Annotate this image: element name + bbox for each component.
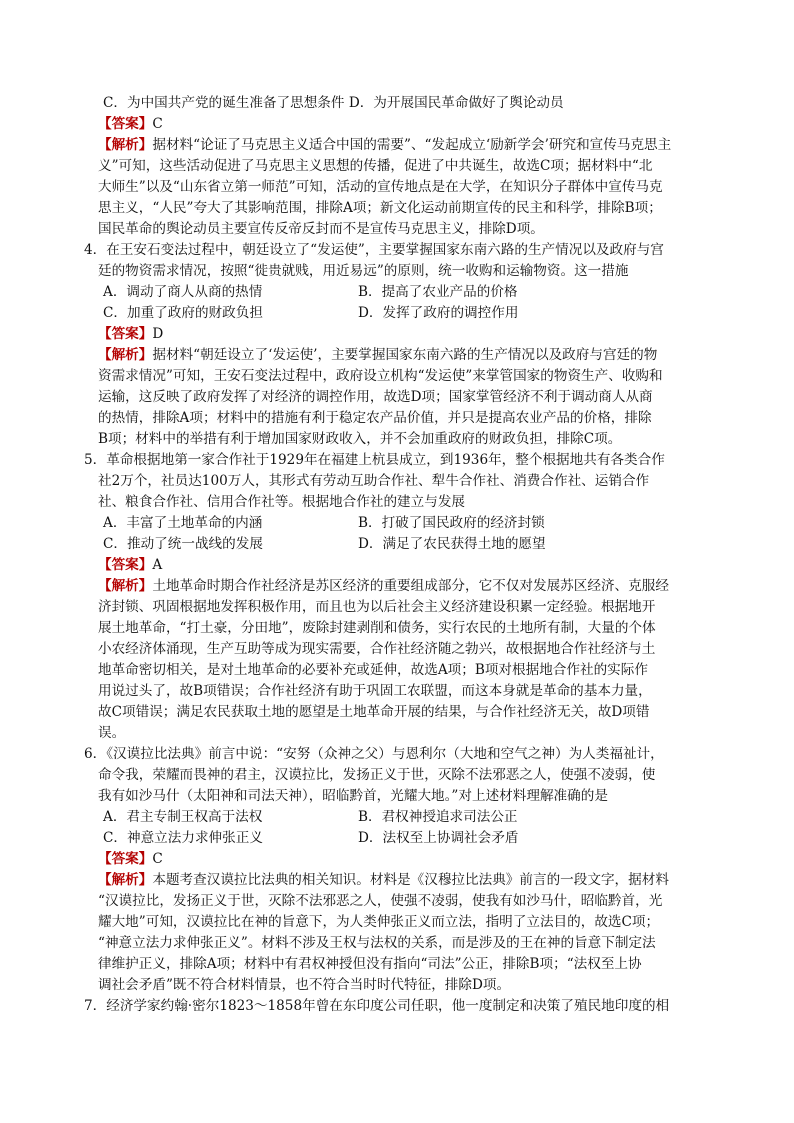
q5-analysis-line-4: 小农经济体涌现，生产互助等成为现实需要，合作社经济随之勃兴，故根据地合作社经济与土 [98,641,656,657]
q5-option-c: C．推动了统一战线的发展 [103,536,263,552]
q5-analysis-line-5: 地革命密切相关，是对土地革命的必要补充或延伸，故选A项；B项对根据地合作社的实际作 [98,662,648,678]
q6-answer [98,849,163,870]
q3-analysis-line-3: 大师生”以及“山东省立第一师范”可知，活动的宣传地点是在大学，在知识分子群体中宣传马克 [98,179,663,195]
answer-tag: 【答案】 [98,557,153,573]
q7-stem-line-1: 7．经济学家约翰·密尔1823～1858年曾在东印度公司任职，他一度制定和决策了殖民地印度的相 [84,998,670,1014]
q3-analysis-line-1: 【解析】据材料“论证了马克思主义适合中国的需要”、“发起成立‘励新学会’研究和宣传马克思主 [98,137,672,153]
q6-answer-value: C [152,851,163,867]
q5-option-a: A．丰富了土地革命的内涵 [103,515,263,531]
q4-option-a: A．调动了商人从商的热情 [103,284,263,300]
q4-option-d: D．发挥了政府的调控作用 [358,305,519,321]
q6-stem-line-2: 命令我，荣耀而畏神的君主，汉谟拉比，发扬正义于世，灭除不法邪恶之人，使强不凌弱，使 [98,767,656,783]
q6-option-b: B．君权神授追求司法公正 [358,809,518,825]
q3-analysis-line-5: 国民革命的舆论动员主要宣传反帝反封而不是宣传马克思主义，排除D项。 [98,221,544,237]
answer-tag: 【答案】 [98,116,153,132]
q4-analysis-line-3: 运输，这反映了政府发挥了对经济的调控作用，故选D项；国家掌管经济不利于调动商人从商 [98,389,653,405]
q4-stem-line-2: 廷的物资需求情况，按照“徙贵就贱，用近易远”的原则，统一收购和运输物资。这一措施 [98,263,629,279]
q5-analysis-line-2: 济封锁、巩固根据地发挥积极作用，而且也为以后社会主义经济建设积累一定经验。根据地开 [98,599,656,615]
q6-stem-line-3: 我有如沙马什（太阳神和司法天神），昭临黔首，光耀大地。”对上述材料理解准确的是 [98,788,608,804]
q3-answer [98,114,163,135]
q5-stem-line-2: 社2万个，社员达100万人，其形式有劳动互助合作社、犁牛合作社、消费合作社、运销合作 [98,473,650,489]
answer-tag: 【答案】 [98,326,153,342]
q6-option-a: A．君主专制王权高于法权 [103,809,263,825]
q6-analysis-line-4: “神意立法力求伸张正义”。材料不涉及王权与法权的关系，而是涉及的王在神的旨意下制定法 [98,935,656,951]
q5-stem-line-1: 5．革命根据地第一家合作社于1929年在福建上杭县成立，到1936年，整个根据地共有各类合作 [84,452,665,468]
analysis-tag: 【解析】 [98,347,153,363]
q5-analysis-line-8: 误。 [98,725,126,741]
q6-analysis-line-2: “汉谟拉比，发扬正义于世，灭除不法邪恶之人，使强不凌弱，使我有如沙马什，昭临黔首，光 [98,893,663,909]
analysis-tag: 【解析】 [98,137,153,153]
q4-analysis-line-2: 资需求情况”可知，王安石变法过程中，政府设立机构“发运使”来掌管国家的物资生产、收购和 [98,368,663,384]
q5-answer-value: A [152,557,163,573]
answer-tag: 【答案】 [98,851,153,867]
q4-analysis-line-4: 的热情，排除A项；材料中的措施有利于稳定农产品价值，并只是提高农业产品的价格，排除 [98,410,652,426]
q5-option-b: B．打破了国民政府的经济封锁 [358,515,545,531]
q4-stem-line-1: 4．在王安石变法过程中，朝廷设立了“发运使”，主要掌握国家东南六路的生产情况以及政府与宫 [84,242,664,258]
q3-answer-value: C [152,116,163,132]
q6-analysis-line-3: 耀大地”可知，汉谟拉比在神的旨意下，为人类伸张正义而立法，指明了立法目的，故选C项； [98,914,660,930]
q4-answer [98,324,163,345]
q3-options-line: C．为中国共产党的诞生准备了思想条件 D．为开展国民革命做好了舆论动员 [103,95,564,111]
q4-analysis-line-5: B项；材料中的举措有利于增加国家财政收入，并不会加重政府的财政负担，排除C项。 [98,431,622,447]
q5-option-d: D．满足了农民获得土地的愿望 [358,536,546,552]
q4-option-c: C．加重了政府的财政负担 [103,305,263,321]
q5-analysis-line-7: 故C项错误；满足农民获取土地的愿望是土地革命开展的结果，与合作社经济无关，故D项错 [98,704,650,720]
q6-analysis-line-1: 【解析】本题考查汉谟拉比法典的相关知识。材料是《汉穆拉比法典》前言的一段文字，据材料 [98,872,669,888]
q4-analysis-line-1: 【解析】据材料“朝廷设立了‘发运使’，主要掌握国家东南六路的生产情况以及政府与宫廷的物 [98,347,658,363]
q5-analysis-line-1: 【解析】土地革命时期合作社经济是苏区经济的重要组成部分，它不仅对发展苏区经济、克服经 [98,578,669,594]
q3-analysis-line-2: 义”可知，这些活动促进了马克思主义思想的传播，促进了中共诞生，故选C项；据材料中“北 [98,158,653,174]
q6-option-c: C．神意立法力求伸张正义 [103,830,263,846]
q5-answer [98,555,162,576]
q6-analysis-line-5: 律维护正义，排除A项；材料中有君权神授但没有指向“司法”公正，排除B项；“法权至上协 [98,956,642,972]
q5-analysis-line-6: 用说过头了，故B项错误；合作社经济有助于巩固工农联盟，而这本身就是革命的基本力量， [98,683,652,699]
analysis-tag: 【解析】 [98,578,153,594]
analysis-tag: 【解析】 [98,872,153,888]
q6-stem-line-1: 6．《汉谟拉比法典》前言中说：“安努（众神之父）与恩利尔（大地和空气之神）为人类福祉计， [84,746,664,762]
q5-stem-line-3: 社、粮食合作社、信用合作社等。根据地合作社的建立与发展 [98,494,466,510]
q4-answer-value: D [152,326,164,342]
q6-option-d: D．法权至上协调社会矛盾 [358,830,519,846]
q6-analysis-line-6: 调社会矛盾”既不符合材料情景，也不符合当时时代特征，排除D项。 [98,977,511,993]
q5-analysis-line-3: 展土地革命，“打土豪，分田地”，废除封建剥削和债务，实行农民的土地所有制，大量的个体 [98,620,656,636]
q3-analysis-line-4: 思主义，“人民”夸大了其影响范围，排除A项；新文化运动前期宣传的民主和科学，排除B项； [98,200,662,216]
q4-option-b: B．提高了农业产品的价格 [358,284,518,300]
